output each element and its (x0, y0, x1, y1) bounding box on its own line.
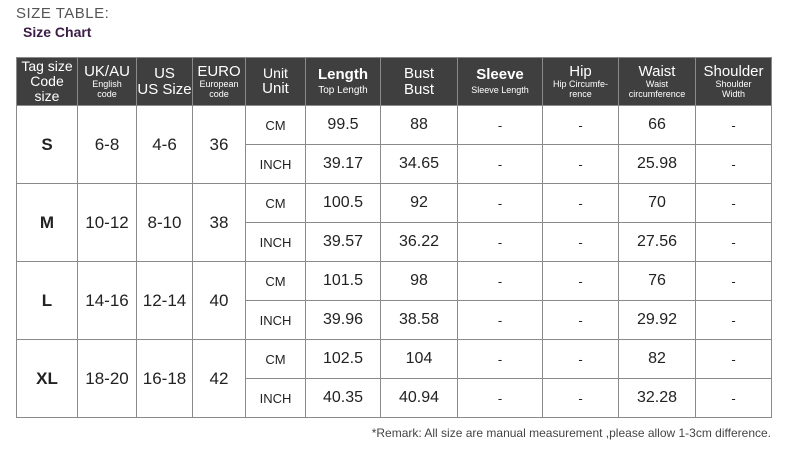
cell-bust: 98 (381, 262, 458, 301)
size-table-body (17, 106, 772, 418)
cell-shoulder: - (696, 106, 772, 145)
header-uk-sub2: code (97, 88, 117, 99)
cell-bust: 34.65 (381, 145, 458, 184)
header-tag-size (17, 58, 78, 106)
cell-sleeve: - (458, 184, 543, 223)
cell-hip: - (543, 223, 619, 262)
header-euro-sub2: code (209, 88, 229, 99)
header-waist-sub1: Waist (645, 79, 669, 90)
cell-tag: M (17, 184, 78, 262)
cell-bust: 104 (381, 340, 458, 379)
header-tag-line1: Tag size (21, 58, 73, 75)
header-unit-line2: Unit (262, 79, 289, 97)
header-uk-main: UK/AU (84, 62, 130, 80)
cell-sleeve: - (458, 223, 543, 262)
cell-uk: 10-12 (78, 184, 137, 262)
cell-waist: 70 (619, 184, 696, 223)
cell-shoulder: - (696, 379, 772, 418)
header-shoulder (696, 58, 772, 106)
header-sleeve (458, 58, 543, 106)
cell-shoulder: - (696, 184, 772, 223)
cell-unit: INCH (246, 301, 306, 340)
cell-length: 101.5 (306, 262, 381, 301)
header-tag-line2: Code size (30, 73, 64, 104)
cell-hip: - (543, 106, 619, 145)
cell-euro: 38 (193, 184, 246, 262)
header-length-main: Length (318, 65, 368, 83)
cell-uk: 18-20 (78, 340, 137, 418)
header-uk (78, 58, 137, 106)
cell-tag: S (17, 106, 78, 184)
cell-shoulder: - (696, 301, 772, 340)
cell-euro: 36 (193, 106, 246, 184)
header-hip-sub2: rence (569, 88, 592, 99)
cell-hip: - (543, 262, 619, 301)
header-shoulder-main: Shoulder (703, 62, 764, 80)
header-unit-line1: Unit (263, 65, 288, 82)
header-hip (543, 58, 619, 106)
cell-unit: INCH (246, 379, 306, 418)
cell-us: 16-18 (137, 340, 193, 418)
cell-unit: CM (246, 106, 306, 145)
header-euro-sub1: European (199, 79, 239, 90)
size-row-xl-cm (17, 340, 772, 379)
cell-tag: XL (17, 340, 78, 418)
header-sleeve-main: Sleeve (476, 66, 524, 84)
cell-tag: L (17, 262, 78, 340)
cell-waist: 27.56 (619, 223, 696, 262)
header-hip-sub1: Hip Circumfe- (552, 79, 608, 90)
cell-hip: - (543, 340, 619, 379)
cell-bust: 92 (381, 184, 458, 223)
header-unit (246, 58, 306, 106)
cell-waist: 66 (619, 106, 696, 145)
cell-sleeve: - (458, 340, 543, 379)
cell-sleeve: - (458, 379, 543, 418)
cell-unit: CM (246, 184, 306, 223)
cell-hip: - (543, 184, 619, 223)
cell-shoulder: - (696, 262, 772, 301)
header-length (306, 58, 381, 106)
cell-bust: 36.22 (381, 223, 458, 262)
header-shoulder-sub2: Width (721, 88, 745, 99)
size-row-s-cm (17, 106, 772, 145)
cell-hip: - (543, 145, 619, 184)
header-waist-sub2: circumference (628, 88, 686, 99)
cell-hip: - (543, 379, 619, 418)
cell-unit: INCH (246, 145, 306, 184)
cell-length: 102.5 (306, 340, 381, 379)
header-waist (619, 58, 696, 106)
cell-euro: 42 (193, 340, 246, 418)
cell-shoulder: - (696, 145, 772, 184)
cell-length: 39.57 (306, 223, 381, 262)
cell-waist: 25.98 (619, 145, 696, 184)
cell-us: 4-6 (137, 106, 193, 184)
header-us-line2: US Size (137, 80, 192, 98)
header-hip-main: Hip (569, 62, 592, 80)
chart-subtitle: Size Chart (23, 24, 92, 40)
size-row-l-cm (17, 262, 772, 301)
page-heading: SIZE TABLE: (16, 5, 110, 22)
cell-uk: 14-16 (78, 262, 137, 340)
cell-length: 40.35 (306, 379, 381, 418)
header-bust-line2: Bust (403, 80, 434, 98)
cell-waist: 32.28 (619, 379, 696, 418)
cell-length: 99.5 (306, 106, 381, 145)
header-row (17, 58, 772, 106)
header-shoulder-sub1: Shoulder (715, 79, 752, 90)
header-bust-line1: Bust (403, 64, 434, 82)
remark-note: *Remark: All size are manual measurement ,please allow 1-3cm difference. (371, 426, 771, 440)
cell-bust: 38.58 (381, 301, 458, 340)
cell-unit: CM (246, 262, 306, 301)
size-table (16, 57, 772, 418)
cell-shoulder: - (696, 340, 772, 379)
cell-length: 39.96 (306, 301, 381, 340)
cell-sleeve: - (458, 145, 543, 184)
cell-length: 39.17 (306, 145, 381, 184)
cell-waist: 76 (619, 262, 696, 301)
size-row-m-cm (17, 184, 772, 223)
cell-waist: 29.92 (619, 301, 696, 340)
cell-euro: 40 (193, 262, 246, 340)
header-uk-sub1: English (92, 79, 122, 90)
cell-hip: - (543, 301, 619, 340)
header-euro-main: EURO (197, 62, 241, 80)
cell-waist: 82 (619, 340, 696, 379)
header-us-line1: US (154, 64, 175, 82)
cell-bust: 88 (381, 106, 458, 145)
header-bust (381, 58, 458, 106)
cell-unit: INCH (246, 223, 306, 262)
header-euro (193, 58, 246, 106)
header-sleeve-sub: Sleeve Length (471, 85, 529, 96)
cell-us: 12-14 (137, 262, 193, 340)
header-length-sub: Top Length (318, 84, 368, 96)
header-waist-main: Waist (638, 62, 676, 80)
cell-sleeve: - (458, 262, 543, 301)
header-us (137, 58, 193, 106)
cell-length: 100.5 (306, 184, 381, 223)
cell-unit: CM (246, 340, 306, 379)
cell-sleeve: - (458, 106, 543, 145)
cell-us: 8-10 (137, 184, 193, 262)
cell-bust: 40.94 (381, 379, 458, 418)
cell-shoulder: - (696, 223, 772, 262)
cell-sleeve: - (458, 301, 543, 340)
cell-uk: 6-8 (78, 106, 137, 184)
